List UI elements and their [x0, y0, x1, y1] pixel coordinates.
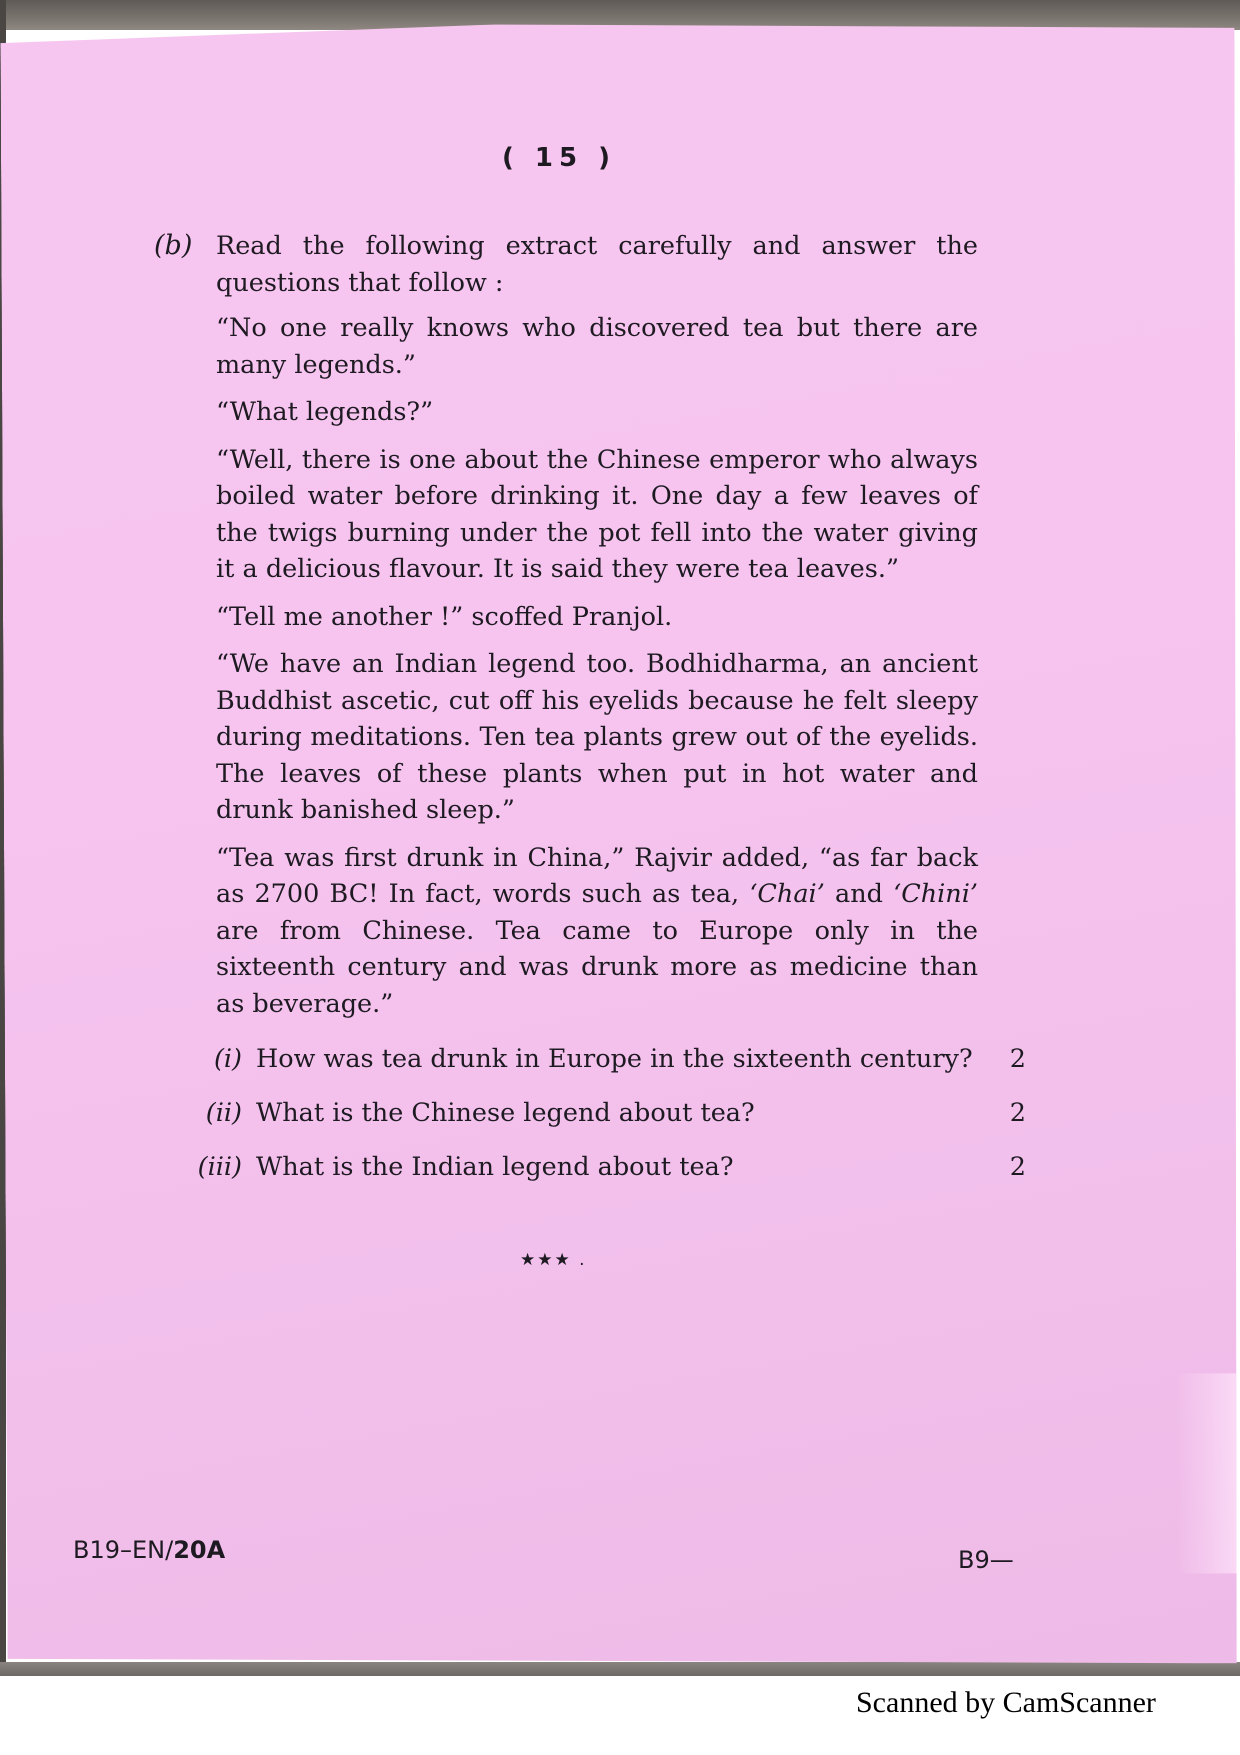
passage-term-chini: ‘Chini’ — [893, 879, 978, 909]
booklet-code: B9— — [958, 1546, 1014, 1574]
end-of-paper-stars: ★★★ . — [520, 1250, 587, 1270]
passage-paragraph: “We have an Indian legend too. Bodhidharma, an ancient Buddhist ascetic, cut off his eyelids because he felt sleepy during meditations. Ten tea plants grew out of the eyelids. The leaves of these plants when put in hot water and drunk banished sleep.” — [216, 649, 978, 825]
sub-question-number: (ii) — [205, 1098, 242, 1128]
paper-code — [73, 1536, 225, 1564]
question-label: (b) — [154, 230, 193, 261]
passage-paragraph-last — [216, 840, 978, 1023]
paper-fold — [1176, 1373, 1237, 1573]
passage-paragraph: “Tell me another !” scoffed Pranjol. — [216, 601, 673, 632]
passage-text: are from Chinese. Tea came to Europe only in the sixteenth century and was drunk more as medicine than as beverage.” — [216, 915, 978, 1019]
passage-term-chai: ‘Chai’ — [749, 879, 825, 909]
sub-question-marks: 2 — [1009, 1152, 1026, 1182]
passage-instructions: Read the following extract carefully and answer the questions that follow : — [216, 231, 978, 298]
paper-code-suffix: 20A — [173, 1536, 226, 1564]
sub-question-text: What is the Indian legend about tea? — [256, 1152, 734, 1182]
passage-text: and — [824, 879, 894, 909]
scanner-background-bottom — [0, 1662, 1240, 1676]
page-number: ( 15 ) — [501, 143, 617, 173]
sub-question-number: (iii) — [197, 1152, 242, 1182]
sub-question-text: What is the Chinese legend about tea? — [256, 1098, 755, 1128]
sub-question-marks: 2 — [1009, 1044, 1026, 1074]
reading-passage — [216, 228, 978, 1033]
passage-paragraph: “No one really knows who discovered tea but there are many legends.” — [216, 313, 978, 380]
sub-question-number: (i) — [213, 1044, 242, 1074]
passage-paragraph: “Well, there is one about the Chinese emperor who always boiled water before drinking it. One day a few leaves of the twigs burning under the pot fell into the water giving it a delicious flavour. It is said they were tea leaves.” — [216, 444, 978, 584]
passage-paragraph: “What legends?” — [216, 397, 434, 427]
camscanner-watermark: Scanned by CamScanner — [856, 1686, 1156, 1719]
paper-code-prefix: B19–EN/ — [73, 1536, 174, 1564]
sub-question-marks: 2 — [1009, 1098, 1026, 1128]
sub-question-text: How was tea drunk in Europe in the sixteenth century? — [256, 1044, 973, 1074]
passage-text: “Tea was first drunk in China,” Rajvir added, “as far back as 2700 BC! In fact, words such as tea, — [216, 842, 978, 909]
